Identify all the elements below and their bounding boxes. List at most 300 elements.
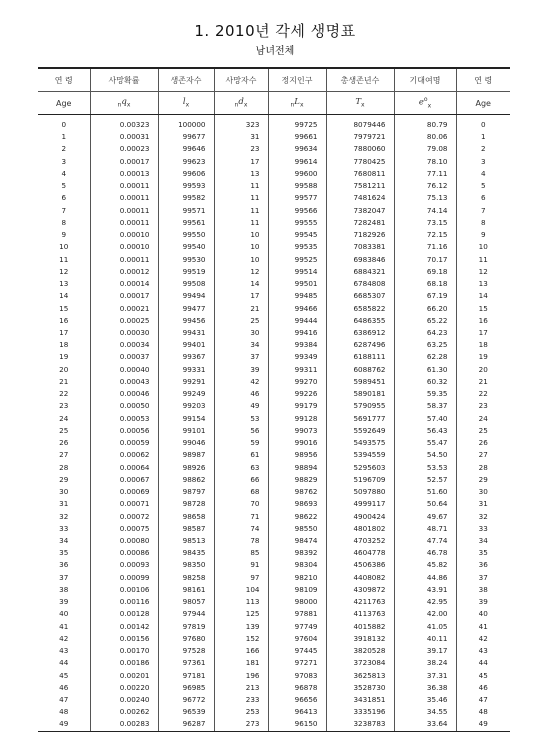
cell-total-years: 5196709 [326, 474, 394, 486]
cell-deaths: 139 [214, 621, 268, 633]
table-row [38, 413, 510, 425]
cell-age-right: 22 [478, 389, 488, 399]
cell-deaths: 10 [214, 254, 268, 266]
cell-death-prob: 0.00072 [90, 511, 158, 523]
cell-age: 5 [38, 180, 90, 192]
cell-death-prob: 0.00017 [90, 290, 158, 302]
cell-deaths: 31 [214, 131, 268, 143]
cell-total-years: 6386912 [326, 327, 394, 339]
cell-death-prob: 0.00116 [90, 596, 158, 608]
cell-deaths: 21 [214, 303, 268, 315]
cell-stationary-pop: 98762 [268, 486, 326, 498]
table-row [38, 694, 510, 706]
cell-age: 27 [38, 449, 90, 461]
cell-survivors: 98987 [158, 449, 214, 461]
cell-stationary-pop: 99535 [268, 241, 326, 253]
cell-age: 47 [38, 694, 90, 706]
cell-stationary-pop: 98392 [268, 547, 326, 559]
cell-death-prob: 0.00053 [90, 413, 158, 425]
cell-death-prob: 0.00011 [90, 254, 158, 266]
cell-survivors: 99550 [158, 229, 214, 241]
cell-life-expectancy: 44.86 [394, 572, 456, 584]
cell-deaths: 253 [214, 706, 268, 718]
cell-deaths: 14 [214, 278, 268, 290]
cell-survivors: 99540 [158, 241, 214, 253]
cell-age: 44 [38, 657, 90, 669]
cell-survivors: 99561 [158, 217, 214, 229]
table-row [38, 474, 510, 486]
cell-deaths: 196 [214, 670, 268, 682]
cell-life-expectancy: 67.19 [394, 290, 456, 302]
cell-total-years: 4113763 [326, 608, 394, 620]
cell-total-years: 6188111 [326, 351, 394, 363]
cell-deaths: 10 [214, 229, 268, 241]
cell-total-years: 4999117 [326, 498, 394, 510]
cell-age: 17 [38, 327, 90, 339]
cell-death-prob: 0.00040 [90, 364, 158, 376]
cell-survivors: 99046 [158, 437, 214, 449]
cell-total-years: 6088762 [326, 364, 394, 376]
table-row [38, 115, 510, 132]
table-row [38, 388, 510, 400]
cell-age-right: 0 [480, 120, 486, 129]
cell-total-years: 3625813 [326, 670, 394, 682]
cell-age: 30 [38, 486, 90, 498]
cell-age: 18 [38, 339, 90, 351]
table-row [38, 241, 510, 253]
cell-stationary-pop: 99384 [268, 339, 326, 351]
cell-survivors: 97361 [158, 657, 214, 669]
table-row [38, 523, 510, 535]
cell-death-prob: 0.00067 [90, 474, 158, 486]
cell-age: 46 [38, 682, 90, 694]
table-row [38, 559, 510, 571]
cell-survivors: 97680 [158, 633, 214, 645]
cell-deaths: 30 [214, 327, 268, 339]
header-deaths-kr: 사망자수 [214, 68, 268, 92]
cell-death-prob: 0.00011 [90, 205, 158, 217]
cell-total-years: 5989451 [326, 376, 394, 388]
cell-age-right: 37 [478, 572, 488, 582]
cell-stationary-pop: 98304 [268, 559, 326, 571]
cell-age-right: 32 [478, 511, 488, 521]
cell-total-years: 5493575 [326, 437, 394, 449]
table-row [38, 486, 510, 498]
cell-survivors: 98350 [158, 559, 214, 571]
cell-life-expectancy: 38.24 [394, 657, 456, 669]
cell-life-expectancy: 62.28 [394, 351, 456, 363]
cell-life-expectancy: 75.13 [394, 192, 456, 204]
cell-deaths: 42 [214, 376, 268, 388]
cell-survivors: 99677 [158, 131, 214, 143]
cell-age-right: 20 [478, 364, 488, 374]
cell-death-prob: 0.00037 [90, 351, 158, 363]
cell-death-prob: 0.00240 [90, 694, 158, 706]
cell-survivors: 99494 [158, 290, 214, 302]
header-life-expectancy-kr: 기대여명 [394, 68, 456, 92]
cell-age: 34 [38, 535, 90, 547]
cell-deaths: 125 [214, 608, 268, 620]
cell-survivors: 98862 [158, 474, 214, 486]
cell-stationary-pop: 99545 [268, 229, 326, 241]
table-row [38, 180, 510, 192]
cell-deaths: 11 [214, 217, 268, 229]
cell-stationary-pop: 98693 [268, 498, 326, 510]
cell-deaths: 11 [214, 192, 268, 204]
cell-age: 19 [38, 351, 90, 363]
cell-survivors: 96539 [158, 706, 214, 718]
cell-death-prob: 0.00014 [90, 278, 158, 290]
cell-age-right: 9 [480, 230, 486, 240]
cell-stationary-pop: 99016 [268, 437, 326, 449]
cell-life-expectancy: 80.79 [394, 115, 456, 132]
cell-survivors: 98258 [158, 572, 214, 584]
cell-life-expectancy: 57.40 [394, 413, 456, 425]
table-row [38, 290, 510, 302]
cell-survivors: 99530 [158, 254, 214, 266]
header-age-left-en: Age [38, 92, 90, 115]
cell-deaths: 104 [214, 584, 268, 596]
cell-total-years: 4703252 [326, 535, 394, 547]
cell-life-expectancy: 46.78 [394, 547, 456, 559]
table-row [38, 584, 510, 596]
cell-age-right: 28 [478, 462, 488, 472]
cell-death-prob: 0.00080 [90, 535, 158, 547]
cell-age: 13 [38, 278, 90, 290]
cell-death-prob: 0.00011 [90, 217, 158, 229]
cell-total-years: 6685307 [326, 290, 394, 302]
cell-death-prob: 0.00034 [90, 339, 158, 351]
cell-death-prob: 0.00023 [90, 143, 158, 155]
cell-age-right: 34 [478, 535, 488, 545]
cell-total-years: 3820528 [326, 645, 394, 657]
cell-stationary-pop: 97445 [268, 645, 326, 657]
cell-deaths: 323 [214, 115, 268, 132]
table-row [38, 376, 510, 388]
cell-stationary-pop: 99577 [268, 192, 326, 204]
cell-stationary-pop: 99128 [268, 413, 326, 425]
cell-stationary-pop: 99226 [268, 388, 326, 400]
cell-age: 22 [38, 388, 90, 400]
cell-age-right: 29 [478, 474, 488, 484]
cell-age: 33 [38, 523, 90, 535]
cell-age-right: 2 [480, 144, 486, 154]
cell-stationary-pop: 96656 [268, 694, 326, 706]
cell-total-years: 7282481 [326, 217, 394, 229]
cell-survivors: 99582 [158, 192, 214, 204]
cell-death-prob: 0.00142 [90, 621, 158, 633]
cell-age: 15 [38, 303, 90, 315]
cell-age: 43 [38, 645, 90, 657]
cell-deaths: 113 [214, 596, 268, 608]
cell-total-years: 5592649 [326, 425, 394, 437]
cell-survivors: 96985 [158, 682, 214, 694]
cell-age-right: 6 [480, 193, 486, 203]
cell-total-years: 7481624 [326, 192, 394, 204]
cell-age-right: 3 [480, 156, 486, 166]
cell-total-years: 4900424 [326, 511, 394, 523]
cell-death-prob: 0.00106 [90, 584, 158, 596]
cell-stationary-pop: 99270 [268, 376, 326, 388]
cell-life-expectancy: 34.55 [394, 706, 456, 718]
cell-deaths: 23 [214, 143, 268, 155]
cell-survivors: 99623 [158, 156, 214, 168]
cell-death-prob: 0.00075 [90, 523, 158, 535]
cell-life-expectancy: 42.95 [394, 596, 456, 608]
cell-deaths: 39 [214, 364, 268, 376]
cell-life-expectancy: 79.08 [394, 143, 456, 155]
table-row [38, 498, 510, 510]
cell-death-prob: 0.00186 [90, 657, 158, 669]
header-death-prob-kr: 사망확률 [90, 68, 158, 92]
cell-life-expectancy: 47.74 [394, 535, 456, 547]
cell-stationary-pop: 99661 [268, 131, 326, 143]
cell-total-years: 7182926 [326, 229, 394, 241]
cell-life-expectancy: 71.16 [394, 241, 456, 253]
cell-stationary-pop: 98000 [268, 596, 326, 608]
cell-deaths: 91 [214, 559, 268, 571]
cell-survivors: 99101 [158, 425, 214, 437]
cell-stationary-pop: 98894 [268, 462, 326, 474]
cell-stationary-pop: 99349 [268, 351, 326, 363]
cell-deaths: 85 [214, 547, 268, 559]
cell-total-years: 4309872 [326, 584, 394, 596]
header-age-left-kr: 연 령 [38, 68, 90, 92]
cell-life-expectancy: 53.53 [394, 462, 456, 474]
cell-survivors: 99593 [158, 180, 214, 192]
table-row [38, 511, 510, 523]
cell-death-prob: 0.00011 [90, 180, 158, 192]
cell-survivors: 96287 [158, 718, 214, 731]
cell-total-years: 4408082 [326, 572, 394, 584]
cell-age: 11 [38, 254, 90, 266]
cell-survivors: 98926 [158, 462, 214, 474]
table-row [38, 718, 510, 731]
table-row [38, 168, 510, 180]
cell-life-expectancy: 73.15 [394, 217, 456, 229]
table-row [38, 217, 510, 229]
cell-survivors: 99519 [158, 266, 214, 278]
cell-deaths: 53 [214, 413, 268, 425]
cell-survivors: 99646 [158, 143, 214, 155]
cell-life-expectancy: 54.50 [394, 449, 456, 461]
table-row [38, 682, 510, 694]
cell-age: 28 [38, 462, 90, 474]
table-row [38, 645, 510, 657]
cell-life-expectancy: 58.37 [394, 400, 456, 412]
page-title: 1. 2010년 각세 생명표 [194, 22, 356, 40]
cell-survivors: 99477 [158, 303, 214, 315]
cell-deaths: 63 [214, 462, 268, 474]
cell-age-right: 24 [478, 413, 488, 423]
cell-life-expectancy: 35.46 [394, 694, 456, 706]
cell-stationary-pop: 99501 [268, 278, 326, 290]
cell-life-expectancy: 61.30 [394, 364, 456, 376]
cell-survivors: 99401 [158, 339, 214, 351]
cell-total-years: 7382047 [326, 205, 394, 217]
cell-deaths: 66 [214, 474, 268, 486]
life-table [38, 67, 510, 732]
cell-death-prob: 0.00017 [90, 156, 158, 168]
cell-deaths: 56 [214, 425, 268, 437]
table-row [38, 572, 510, 584]
cell-age: 23 [38, 400, 90, 412]
cell-deaths: 37 [214, 351, 268, 363]
cell-total-years: 7880060 [326, 143, 394, 155]
cell-stationary-pop: 99466 [268, 303, 326, 315]
cell-total-years: 4506386 [326, 559, 394, 571]
cell-stationary-pop: 98622 [268, 511, 326, 523]
cell-age-right: 12 [478, 266, 488, 276]
cell-death-prob: 0.00220 [90, 682, 158, 694]
cell-deaths: 10 [214, 241, 268, 253]
cell-stationary-pop: 99634 [268, 143, 326, 155]
cell-death-prob: 0.00021 [90, 303, 158, 315]
cell-life-expectancy: 77.11 [394, 168, 456, 180]
cell-deaths: 70 [214, 498, 268, 510]
cell-age: 40 [38, 608, 90, 620]
header-L-symbol: $_nL_x$ [268, 92, 326, 115]
cell-deaths: 97 [214, 572, 268, 584]
cell-death-prob: 0.00071 [90, 498, 158, 510]
cell-deaths: 74 [214, 523, 268, 535]
cell-total-years: 7083381 [326, 241, 394, 253]
cell-survivors: 98513 [158, 535, 214, 547]
cell-survivors: 99331 [158, 364, 214, 376]
cell-age: 41 [38, 621, 90, 633]
cell-life-expectancy: 33.64 [394, 718, 456, 731]
cell-stationary-pop: 99444 [268, 315, 326, 327]
cell-survivors: 98057 [158, 596, 214, 608]
cell-age-right: 42 [478, 633, 488, 643]
table-row [38, 229, 510, 241]
cell-death-prob: 0.00059 [90, 437, 158, 449]
cell-age-right: 8 [480, 217, 486, 227]
cell-total-years: 5295603 [326, 462, 394, 474]
cell-age-right: 15 [478, 303, 488, 313]
cell-life-expectancy: 76.12 [394, 180, 456, 192]
cell-stationary-pop: 97749 [268, 621, 326, 633]
cell-life-expectancy: 45.82 [394, 559, 456, 571]
header-row-symbols [38, 92, 510, 115]
cell-age: 32 [38, 511, 90, 523]
cell-stationary-pop: 99179 [268, 400, 326, 412]
table-row [38, 633, 510, 645]
cell-survivors: 99508 [158, 278, 214, 290]
cell-stationary-pop: 98829 [268, 474, 326, 486]
table-row [38, 621, 510, 633]
header-age-right-kr: 연 령 [456, 68, 510, 92]
cell-age-right: 46 [478, 682, 488, 692]
cell-deaths: 61 [214, 449, 268, 461]
cell-total-years: 6585822 [326, 303, 394, 315]
cell-age: 24 [38, 413, 90, 425]
cell-age: 45 [38, 670, 90, 682]
cell-age-right: 26 [478, 438, 488, 448]
table-row [38, 449, 510, 461]
cell-total-years: 4801802 [326, 523, 394, 535]
table-row [38, 315, 510, 327]
cell-survivors: 100000 [158, 115, 214, 132]
cell-stationary-pop: 99566 [268, 205, 326, 217]
cell-survivors: 99606 [158, 168, 214, 180]
table-row [38, 364, 510, 376]
header-l-symbol: $l_x$ [158, 92, 214, 115]
cell-age: 37 [38, 572, 90, 584]
cell-life-expectancy: 43.91 [394, 584, 456, 596]
cell-stationary-pop: 99485 [268, 290, 326, 302]
cell-stationary-pop: 99588 [268, 180, 326, 192]
cell-total-years: 7780425 [326, 156, 394, 168]
cell-deaths: 17 [214, 290, 268, 302]
cell-age-right: 10 [478, 242, 488, 252]
cell-total-years: 3918132 [326, 633, 394, 645]
cell-age: 16 [38, 315, 90, 327]
cell-age-right: 25 [478, 425, 488, 435]
cell-deaths: 11 [214, 180, 268, 192]
cell-total-years: 3528730 [326, 682, 394, 694]
header-row-korean [38, 68, 510, 92]
cell-total-years: 3723084 [326, 657, 394, 669]
cell-age-right: 49 [456, 718, 510, 731]
table-row [38, 278, 510, 290]
cell-death-prob: 0.00128 [90, 608, 158, 620]
cell-death-prob: 0.00056 [90, 425, 158, 437]
cell-death-prob: 0.00086 [90, 547, 158, 559]
cell-survivors: 97944 [158, 608, 214, 620]
cell-deaths: 68 [214, 486, 268, 498]
cell-survivors: 99203 [158, 400, 214, 412]
table-row [38, 670, 510, 682]
cell-total-years: 4604778 [326, 547, 394, 559]
table-row [38, 192, 510, 204]
table-row [38, 131, 510, 143]
table-row [38, 547, 510, 559]
table-row [38, 205, 510, 217]
cell-life-expectancy: 56.43 [394, 425, 456, 437]
table-row [38, 437, 510, 449]
cell-stationary-pop: 96878 [268, 682, 326, 694]
cell-age: 14 [38, 290, 90, 302]
cell-life-expectancy: 50.64 [394, 498, 456, 510]
cell-age: 0 [38, 115, 90, 132]
cell-age: 42 [38, 633, 90, 645]
cell-deaths: 46 [214, 388, 268, 400]
cell-deaths: 59 [214, 437, 268, 449]
cell-age-right: 45 [478, 670, 488, 680]
cell-age: 6 [38, 192, 90, 204]
cell-age: 38 [38, 584, 90, 596]
cell-life-expectancy: 52.57 [394, 474, 456, 486]
table-row [38, 425, 510, 437]
cell-age: 29 [38, 474, 90, 486]
cell-age: 31 [38, 498, 90, 510]
cell-total-years: 8079446 [326, 115, 394, 132]
cell-age: 35 [38, 547, 90, 559]
cell-stationary-pop: 99614 [268, 156, 326, 168]
cell-stationary-pop: 98474 [268, 535, 326, 547]
cell-survivors: 97181 [158, 670, 214, 682]
cell-age-right: 7 [480, 205, 486, 215]
cell-age: 20 [38, 364, 90, 376]
cell-age: 2 [38, 143, 90, 155]
cell-age-right: 17 [478, 327, 488, 337]
cell-survivors: 97528 [158, 645, 214, 657]
cell-age-right: 41 [478, 621, 488, 631]
cell-total-years: 6784808 [326, 278, 394, 290]
cell-age-right: 43 [478, 646, 488, 656]
cell-total-years: 6287496 [326, 339, 394, 351]
